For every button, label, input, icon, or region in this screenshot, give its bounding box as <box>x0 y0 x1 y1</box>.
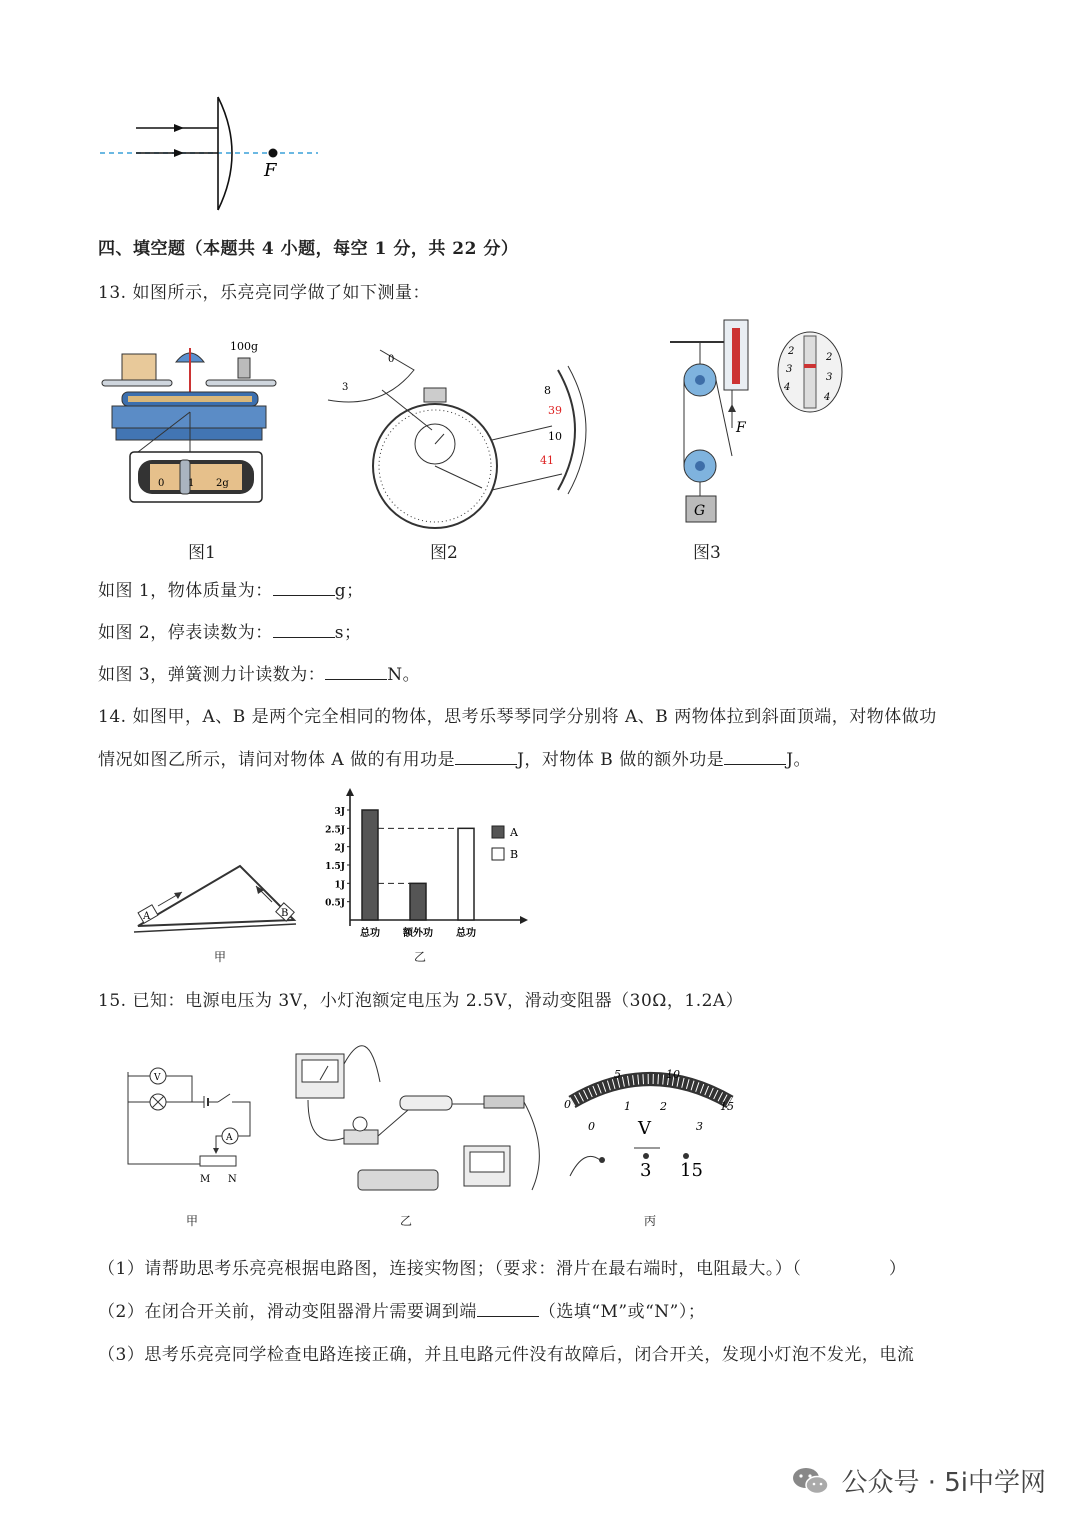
svg-text:1: 1 <box>188 478 195 489</box>
svg-text:4: 4 <box>824 392 831 403</box>
svg-text:M: M <box>200 1174 211 1185</box>
svg-text:10: 10 <box>548 430 562 443</box>
answer-blank[interactable] <box>477 1302 539 1317</box>
q15-stem: 15. 已知：电源电压为 3V，小灯泡额定电压为 2.5V，滑动变阻器（30Ω，1.2A） <box>98 991 744 1011</box>
svg-text:39: 39 <box>548 404 562 417</box>
q15-sub2: （2）在闭合开关前，滑动变阻器滑片需要调到端 （选填“M”或“N”）； <box>98 1302 706 1322</box>
svg-text:A: A <box>143 911 151 922</box>
svg-text:3: 3 <box>640 1160 652 1181</box>
svg-text:4: 4 <box>784 382 791 393</box>
watermark-text: 公众号 · 5i中学网 <box>841 1468 1046 1498</box>
legend-swatch-b <box>492 848 504 860</box>
legend-swatch-a <box>492 826 504 838</box>
y-tick-label: 3J <box>334 807 345 817</box>
watermark <box>791 1462 1046 1499</box>
bar-a <box>362 810 378 920</box>
svg-text:B: B <box>281 908 289 919</box>
physical-circuit <box>288 1030 550 1210</box>
x-category-label: 总功 <box>360 928 380 939</box>
svg-text:41: 41 <box>540 454 554 467</box>
svg-text:10: 10 <box>666 1068 680 1081</box>
svg-text:V: V <box>154 1073 161 1083</box>
svg-text:F: F <box>736 420 746 436</box>
legend-label-a: A <box>510 826 518 839</box>
svg-text:0: 0 <box>564 1098 571 1111</box>
q14-line1: 14. 如图甲，A、B 是两个完全相同的物体，思考乐琴琴同学分别将 A、B 两物体拉到斜面顶端，对物体做功 <box>98 707 937 727</box>
svg-text:2g: 2g <box>216 478 229 489</box>
circuit-diagram <box>120 1064 260 1188</box>
q15-fig-bing-caption: 丙 <box>644 1214 657 1228</box>
svg-text:3: 3 <box>826 372 833 383</box>
q15-fig-jia-caption: 甲 <box>186 1214 199 1228</box>
svg-text:2: 2 <box>826 352 833 363</box>
svg-text:0: 0 <box>388 354 395 365</box>
svg-text:1: 1 <box>624 1100 631 1113</box>
fig3-caption: 图3 <box>693 543 721 563</box>
bar-b <box>458 828 474 920</box>
q14-fig-jia-caption: 甲 <box>214 950 227 964</box>
svg-text:A: A <box>226 1133 233 1143</box>
wechat-icon <box>791 1465 831 1497</box>
fig2-caption: 图2 <box>430 543 458 563</box>
q14-fig-yi-caption: 乙 <box>414 950 427 964</box>
svg-text:15: 15 <box>680 1160 703 1181</box>
q15-fig-yi-caption: 乙 <box>400 1214 413 1228</box>
y-tick-label: 2.5J <box>325 825 345 836</box>
focal-point-label: F <box>264 160 277 181</box>
q13-line2: 如图 2，停表读数为： s； <box>98 623 362 643</box>
x-category-label: 总功 <box>456 928 476 939</box>
svg-text:2: 2 <box>788 346 795 357</box>
q14-line2: 情况如图乙所示，请问对物体 A 做的有用功是 J，对物体 B 做的额外功是 J。 <box>98 750 812 770</box>
stopwatch-figure <box>322 340 592 530</box>
x-category-label: 额外功 <box>403 928 433 939</box>
legend-label-b: B <box>510 848 519 861</box>
q15-sub3: （3）思考乐亮亮同学检查电路连接正确，并且电路元件没有故障后，闭合开关，发现小灯泡不发光，电流 <box>98 1345 915 1365</box>
lens-ray-diagram <box>96 90 326 220</box>
y-tick-label: 2J <box>334 843 345 854</box>
section-heading: 四、填空题（本题共 4 小题，每空 1 分，共 22 分） <box>98 239 519 259</box>
svg-text:15: 15 <box>720 1100 734 1113</box>
svg-text:3: 3 <box>342 382 349 393</box>
answer-blank[interactable] <box>724 750 786 765</box>
answer-blank[interactable] <box>273 623 335 638</box>
svg-text:N: N <box>228 1174 237 1185</box>
svg-text:5: 5 <box>614 1068 621 1081</box>
y-tick-label: 1.5J <box>325 862 345 872</box>
svg-text:3: 3 <box>786 364 793 375</box>
svg-text:8: 8 <box>544 384 551 397</box>
bar-a <box>410 883 426 920</box>
balance-figure <box>98 336 280 512</box>
pulley-figure <box>666 316 846 528</box>
svg-text:V: V <box>638 1118 651 1139</box>
q13-line3: 如图 3，弹簧测力计读数为： N。 <box>98 665 421 685</box>
svg-text:3: 3 <box>696 1120 703 1133</box>
y-tick-label: 1J <box>334 880 345 891</box>
svg-text:G: G <box>694 503 706 519</box>
work-bar-chart <box>306 786 538 946</box>
voltmeter-dial <box>560 1060 742 1190</box>
q13-stem: 13. 如图所示，乐亮亮同学做了如下测量： <box>98 283 430 303</box>
svg-text:0: 0 <box>588 1120 595 1133</box>
y-tick-label: 0.5J <box>325 898 345 909</box>
fig1-caption: 图1 <box>188 543 216 563</box>
weight-label: 100g <box>230 340 259 353</box>
svg-text:0: 0 <box>158 478 165 489</box>
q15-sub1: （1）请帮助思考乐亮亮根据电路图，连接实物图；（要求：滑片在最右端时，电阻最大。）（ ） <box>98 1259 907 1279</box>
svg-text:2: 2 <box>660 1100 667 1113</box>
incline-figure <box>130 856 300 936</box>
q13-line1: 如图 1，物体质量为： g； <box>98 581 364 601</box>
answer-blank[interactable] <box>273 581 335 596</box>
answer-blank[interactable] <box>455 750 517 765</box>
answer-blank[interactable] <box>325 665 387 680</box>
